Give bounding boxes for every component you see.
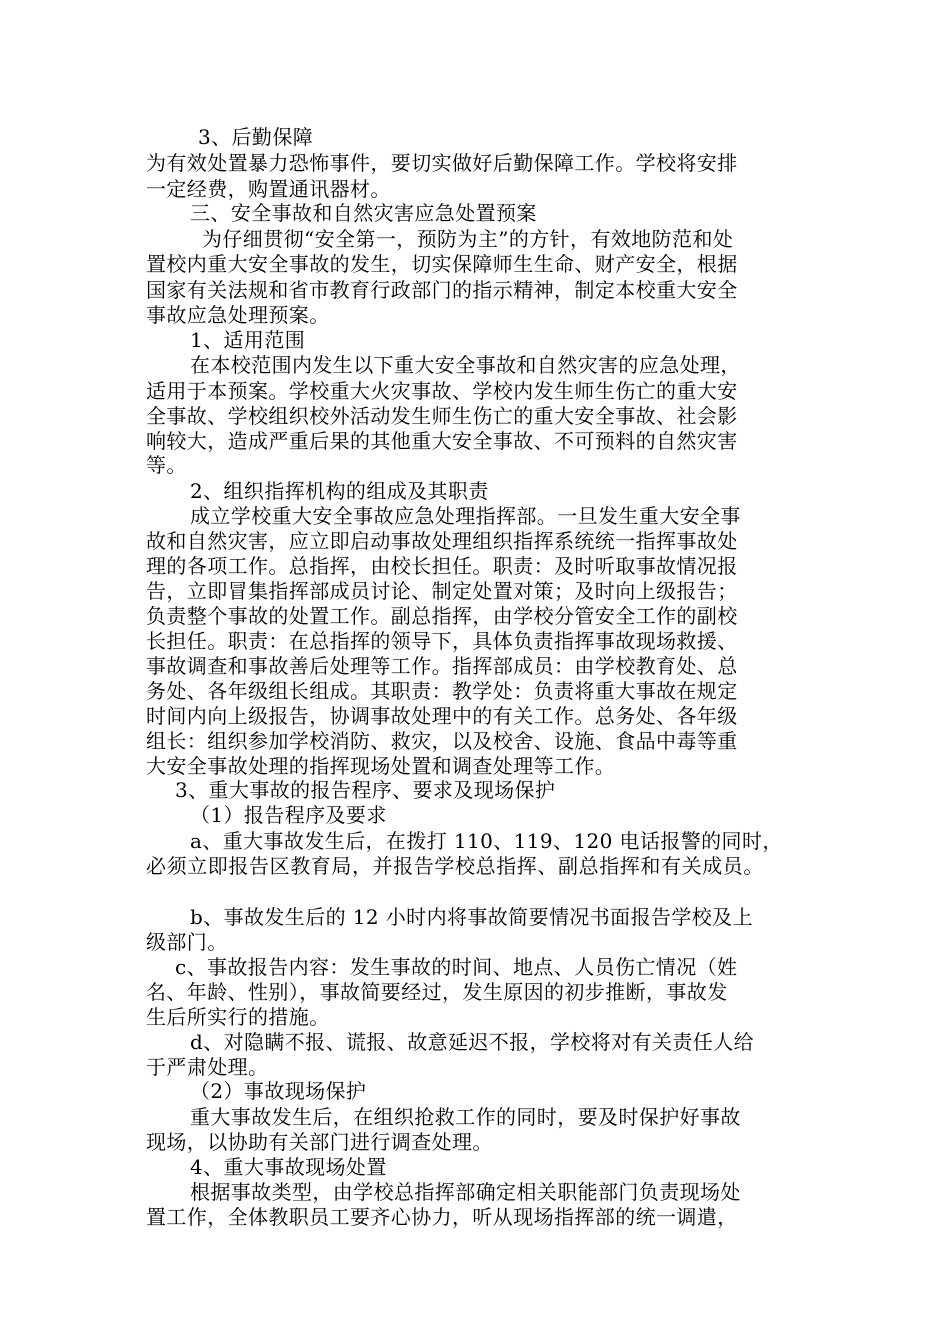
paragraph-line: 置校内重大安全事故的发生，切实保障师生生命、财产安全，根据 (146, 252, 738, 276)
paragraph-line: d、对隐瞒不报、谎报、故意延迟不报，学校将对有关责任人给 (190, 1030, 755, 1054)
paragraph-line: 事故应急处理预案。 (146, 303, 330, 327)
paragraph-line: 重大事故发生后，在组织抢救工作的同时，要及时保护好事故 (190, 1105, 741, 1129)
paragraph-line: 于严肃处理。 (146, 1055, 269, 1079)
heading-logistics: 3、后勤保障 (198, 125, 314, 149)
paragraph-line: 响较大，造成严重后果的其他重大安全事故、不可预料的自然灾害 (146, 429, 738, 453)
paragraph-line: 必须立即报告区教育局，并报告学校总指挥、副总指挥和有关成员。 (146, 854, 764, 878)
paragraph-line: 等。 (146, 453, 187, 477)
paragraph-line: 为仔细贯彻“安全第一，预防为主”的方针，有效地防范和处 (202, 227, 734, 251)
paragraph-line: 故和自然灾害，应立即启动事故处理组织指挥系统统一指挥事故处 (146, 529, 738, 553)
paragraph-line: 告，立即冒集指挥部成员讨论、制定处置对策；及时向上级报告； (146, 579, 738, 603)
paragraph-line: a、重大事故发生后，在拨打 110、119、120 电话报警的同时， (190, 829, 783, 853)
paragraph-line: 生后所实行的措施。 (146, 1005, 330, 1029)
paragraph-line: 组长：组织参加学校消防、救灾，以及校舍、设施、食品中毒等重 (146, 729, 738, 753)
paragraph-line: 理的各项工作。总指挥，由校长担任。职责：及时听取事故情况报 (146, 554, 738, 578)
paragraph-line: 在本校范围内发生以下重大安全事故和自然灾害的应急处理， (190, 353, 741, 377)
paragraph-line: 务处、各年级组长组成。其职责：教学处：负责将重大事故在规定 (146, 679, 738, 703)
subheading-report-requirements: （1）报告程序及要求 (190, 803, 387, 827)
paragraph-line: b、事故发生后的 12 小时内将事故简要情况书面报告学校及上 (190, 905, 753, 929)
paragraph-line: 国家有关法规和省市教育行政部门的指示精神，制定本校重大安全 (146, 278, 738, 302)
paragraph-line: 适用于本预案。学校重大火灾事故、学校内发生师生伤亡的重大安 (146, 379, 738, 403)
paragraph-line: 现场，以协助有关部门进行调查处理。 (146, 1130, 493, 1154)
paragraph-line: 负责整个事故的处置工作。副总指挥，由学校分管安全工作的副校 (146, 604, 738, 628)
paragraph-line: 全事故、学校组织校外活动发生师生伤亡的重大安全事故、社会影 (146, 404, 738, 428)
paragraph-line: 成立学校重大安全事故应急处理指挥部。一旦发生重大安全事 (190, 504, 741, 528)
paragraph-line: 一定经费，购置通讯器材。 (146, 177, 391, 201)
subheading-organization: 2、组织指挥机构的组成及其职责 (190, 479, 489, 503)
paragraph-line: 级部门。 (146, 930, 228, 954)
subheading-scene-protection: （2）事故现场保护 (190, 1079, 367, 1103)
section-heading: 三、安全事故和自然灾害应急处置预案 (190, 201, 537, 225)
paragraph-line: 置工作，全体教职员工要齐心协力，听从现场指挥部的统一调遣， (146, 1205, 738, 1229)
subheading-scene-handling: 4、重大事故现场处置 (190, 1155, 387, 1179)
paragraph-line: 时间内向上级报告，协调事故处理中的有关工作。总务处、各年级 (146, 704, 738, 728)
subheading-scope: 1、适用范围 (190, 328, 306, 352)
paragraph-line: 名、年龄、性别），事故简要经过，发生原因的初步推断，事故发 (146, 980, 728, 1004)
paragraph-line: 长担任。职责：在总指挥的领导下，具体负责指挥事故现场救援、 (146, 629, 738, 653)
paragraph-line: 大安全事故处理的指挥现场处置和调查处理等工作。 (146, 754, 616, 778)
subheading-report-procedure: 3、重大事故的报告程序、要求及现场保护 (175, 778, 556, 802)
paragraph-line: 为有效处置暴力恐怖事件，要切实做好后勤保障工作。学校将安排 (146, 151, 738, 175)
paragraph-line: 根据事故类型，由学校总指挥部确定相关职能部门负责现场处 (190, 1180, 741, 1204)
paragraph-line: 事故调查和事故善后处理等工作。指挥部成员：由学校教育处、总 (146, 654, 738, 678)
paragraph-line: c、事故报告内容：发生事故的时间、地点、人员伤亡情况（姓 (175, 955, 738, 979)
